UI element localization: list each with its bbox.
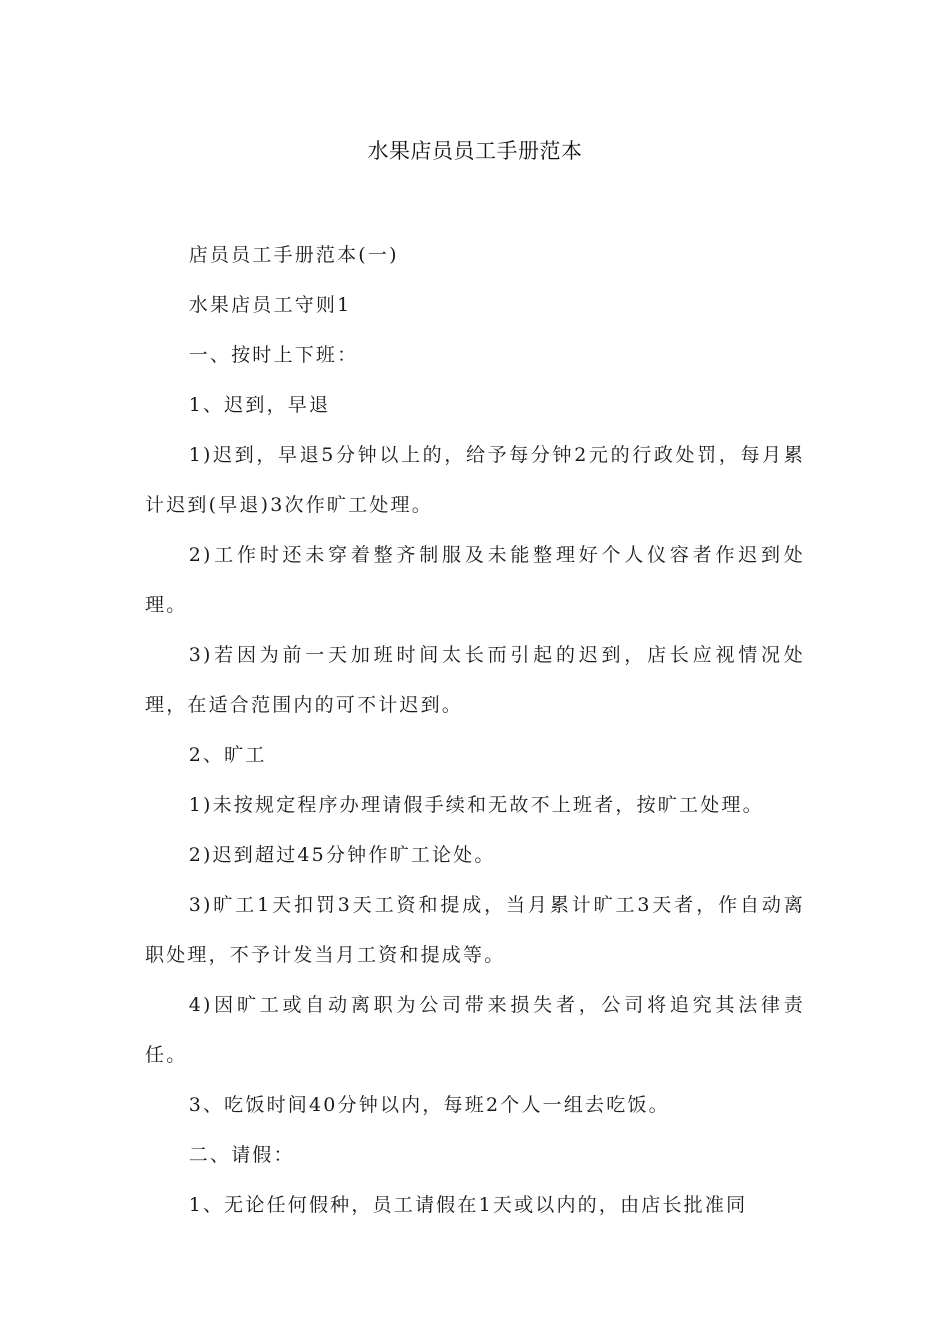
paragraph: 1、无论任何假种，员工请假在1天或以内的，由店长批准同	[188, 1194, 748, 1216]
paragraph: 4)因旷工或自动离职为公司带来损失者，公司将追究其法律责任。	[145, 994, 805, 1066]
paragraph: 3)若因为前一天加班时间太长而引起的迟到，店长应视情况处理，在适合范围内的可不计迟到。	[145, 644, 805, 716]
paragraph: 3)旷工1天扣罚3天工资和提成，当月累计旷工3天者，作自动离职处理，不予计发当月工资和提成等。	[145, 894, 805, 966]
paragraph: 2)工作时还未穿着整齐制服及未能整理好个人仪容者作迟到处理。	[145, 544, 805, 616]
paragraph: 店员员工手册范本(一)	[188, 244, 399, 266]
paragraph: 1)迟到，早退5分钟以上的，给予每分钟2元的行政处罚，每月累计迟到(早退)3次作旷工处理。	[145, 444, 805, 516]
paragraph: 2、旷工	[188, 744, 267, 766]
paragraph: 1、迟到，早退	[188, 394, 331, 416]
document-title: 水果店员员工手册范本	[367, 139, 583, 163]
paragraph: 二、请假：	[188, 1144, 295, 1166]
paragraph: 水果店员工守则1	[188, 294, 352, 316]
paragraph: 3、吃饭时间40分钟以内，每班2个人一组去吃饭。	[188, 1094, 670, 1116]
paragraph: 1)未按规定程序办理请假手续和无故不上班者，按旷工处理。	[188, 794, 764, 816]
document-body	[145, 230, 805, 1230]
paragraph: 2)迟到超过45分钟作旷工论处。	[188, 844, 496, 866]
paragraph: 一、按时上下班：	[188, 344, 359, 366]
